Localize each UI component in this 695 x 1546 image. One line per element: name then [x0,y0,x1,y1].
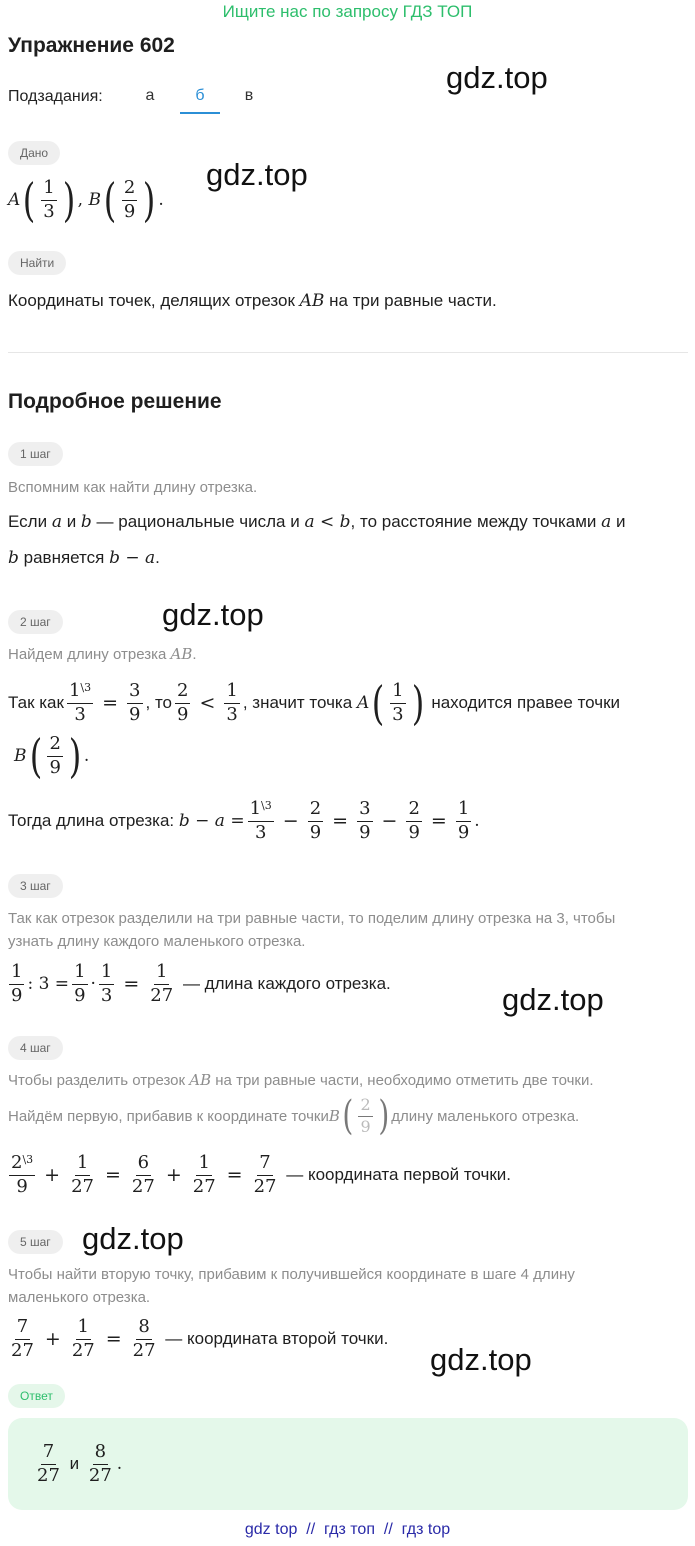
step-text: Если a и b — рациональные числа и a < b , то расстояние между точками a и [8,512,626,532]
step-badge: 4 шаг [8,1036,63,1060]
page-title: Упражнение 602 [8,34,175,57]
tab-a[interactable]: а [145,87,155,104]
step-formula: Тогда длина отрезка: b − a = $\frac{1^{\backslash 3}}{3}$ − $\frac{2}{9}$ = $\frac{3}{9}$ − $\frac{2}{9}$ = $\frac{1}{9}$ . [8,797,480,843]
step-hint: Чтобы разделить отрезок AB на три равные части, необходимо отметить две точки. [8,1071,594,1089]
step-formula: $\frac{2^{\backslash 3}}{9}$ + $\frac{1}{27}$ = $\frac{6}{27}$ + $\frac{1}{27}$ = $\frac{7}{27}$ — координата первой точки. [11,1151,512,1197]
step-badge: 3 шаг [8,874,63,898]
step-badge: 2 шаг [8,610,63,634]
answer-badge: Ответ [8,1384,65,1408]
given-badge: Дано [8,141,60,165]
tab-v[interactable]: в [244,87,254,104]
step-hint: маленького отрезка. [8,1289,151,1306]
step-formula: $\frac{1}{9}$ : 3 = $\frac{1}{9}$ · $\frac{1}{3}$ = $\frac{1}{27}$ — длина каждого отрезка. [11,960,391,1006]
step-formula: B ( $\frac{2}{9}$ ) . [14,729,90,783]
step-badge: 5 шаг [8,1230,63,1254]
step-badge: 1 шаг [8,442,63,466]
promo-banner[interactable]: Ищите нас по запросу ГДЗ ТОП [222,2,473,21]
find-text: Координаты точек, делящих отрезок AB на три равные части. [8,291,497,311]
step-text: b равняется b − a . [8,548,160,568]
solution-title: Подробное решение [8,390,222,413]
watermark: gdz.top [502,982,604,1017]
tab-b[interactable]: б [180,80,220,114]
step-hint: Найдём первую, прибавив к координате точки B ( $\frac{2}{9}$ ) длину маленького отрезка. [8,1093,580,1139]
step-hint: узнать длину каждого маленького отрезка. [8,933,306,950]
watermark: gdz.top [82,1221,184,1256]
answer-formula: $\frac{7}{27}$ и $\frac{8}{27}$ . [37,1440,123,1486]
step-hint: Вспомним как найти длину отрезка. [8,479,258,496]
step-hint: Найдем длину отрезка AB. [8,645,197,663]
given-formula: A ( $\frac{1}{3}$ ) , B ( $\frac{2}{9}$ ) . [8,173,164,227]
watermark: gdz.top [162,597,264,632]
step-hint: Чтобы найти вторую точку, прибавим к получившейся координате в шаге 4 длину [8,1266,575,1283]
step-formula: Так как $\frac{1^{\backslash 3}}{3}$ = $\frac{3}{9}$ , то $\frac{2}{9}$ < $\frac{1}{3}$ , значит точка A ( $\frac{1}{3}$ ) находится правее точки [8,676,621,730]
footer-links[interactable]: gdz top // гдз топ // гдз top [244,1521,451,1538]
watermark: gdz.top [206,157,308,192]
step-hint: Так как отрезок разделили на три равные части, то поделим длину отрезка на 3, чтобы [8,910,616,927]
find-badge: Найти [8,251,66,275]
watermark: gdz.top [446,60,548,95]
step-formula: $\frac{7}{27}$ + $\frac{1}{27}$ = $\frac{8}{27}$ — координата второй точки. [11,1315,389,1361]
subtasks-label: Подзадания: [8,88,103,105]
watermark: gdz.top [430,1342,532,1377]
divider [8,352,688,353]
